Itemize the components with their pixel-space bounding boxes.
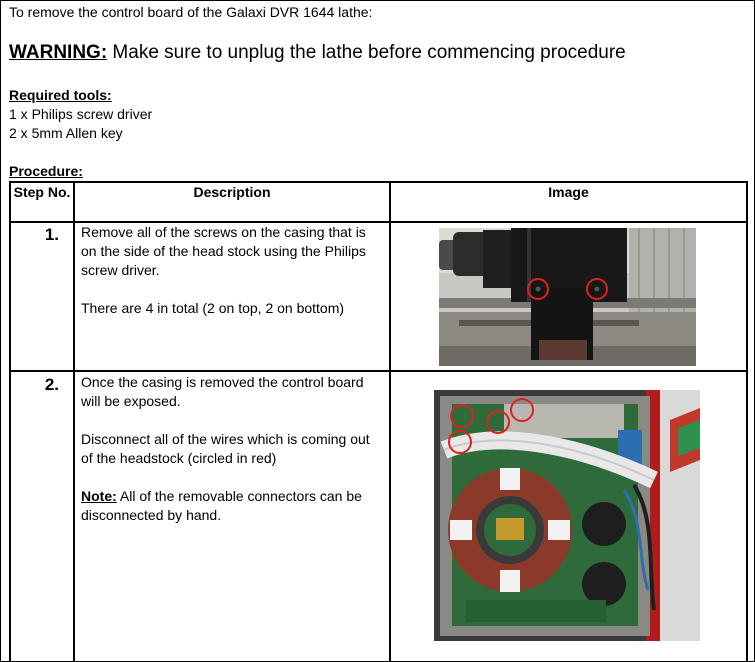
table-row-divider bbox=[9, 370, 748, 372]
warning-text: Make sure to unplug the lathe before commencing procedure bbox=[107, 42, 626, 63]
step-paragraph: There are 4 in total (2 on top, 2 on bottom) bbox=[81, 300, 345, 316]
column-header-description: Description bbox=[193, 184, 271, 200]
intro-text: To remove the control board of the Galaxi DVR 1644 lathe: bbox=[9, 4, 373, 20]
note-text: All of the removable connectors can be disconnected by hand. bbox=[81, 488, 362, 523]
warning-label: WARNING: bbox=[9, 42, 108, 63]
note-label: Note: bbox=[81, 488, 117, 504]
step-description bbox=[81, 223, 381, 337]
step-description bbox=[81, 373, 381, 544]
procedure-heading: Procedure: bbox=[9, 163, 83, 179]
table-border-left bbox=[9, 181, 11, 661]
step-paragraph: Once the casing is removed the control board will be exposed. bbox=[81, 374, 364, 409]
table-column-divider bbox=[389, 181, 391, 661]
table-border-right bbox=[746, 181, 748, 661]
step-paragraph: Disconnect all of the wires which is coming out of the headstock (circled in red) bbox=[81, 431, 370, 466]
tool-item: 1 x Philips screw driver bbox=[9, 106, 153, 122]
required-tools-heading: Required tools: bbox=[9, 87, 112, 103]
head-stock-casing-photo bbox=[439, 228, 696, 366]
warning-line bbox=[9, 42, 626, 64]
tool-item: 2 x 5mm Allen key bbox=[9, 125, 123, 141]
control-board-photo bbox=[434, 390, 700, 641]
table-column-divider bbox=[73, 181, 75, 661]
step-note bbox=[81, 487, 381, 525]
step-paragraph: Remove all of the screws on the casing that is on the side of the head stock using the Philips screw driver. bbox=[81, 224, 366, 278]
column-header-step: Step No. bbox=[13, 184, 71, 200]
column-header-image: Image bbox=[548, 184, 589, 200]
step-number: 1. bbox=[44, 225, 59, 244]
step-number: 2. bbox=[44, 375, 59, 394]
